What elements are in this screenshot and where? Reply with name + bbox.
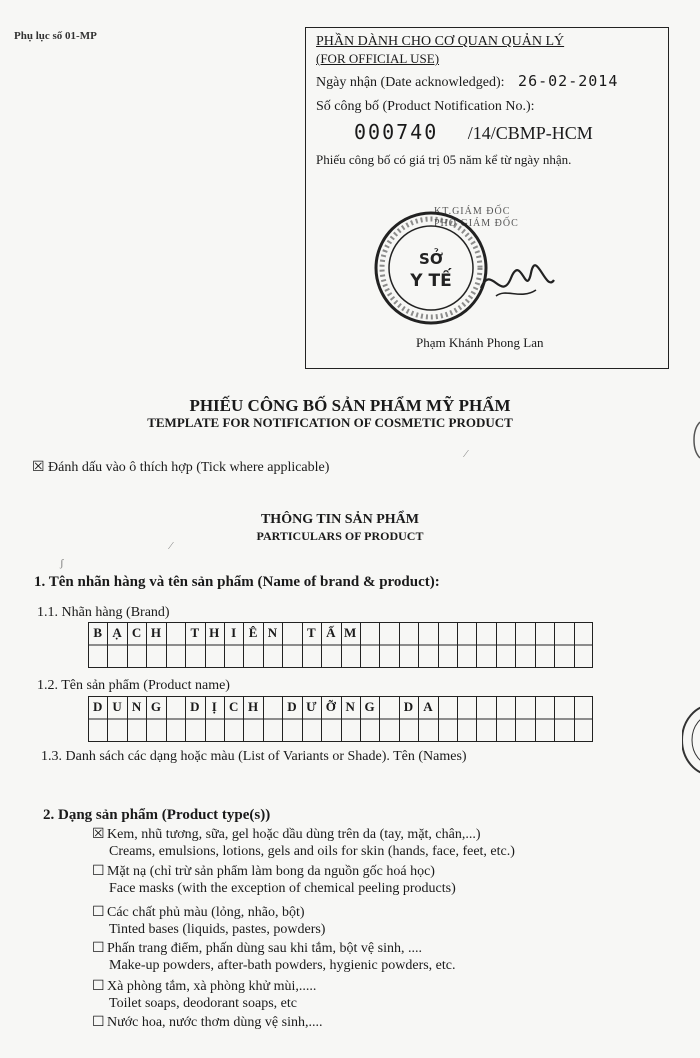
grid-letter: D	[93, 699, 103, 714]
option-label-vi: Mặt nạ (chỉ trừ sản phẩm làm bong da nguồn gốc hoá học)	[107, 864, 435, 879]
variants-label: 1.3. Danh sách các dạng hoặc màu (List of Variants or Shade). Tên (Names)	[41, 749, 467, 764]
form-title-en: TEMPLATE FOR NOTIFICATION OF COSMETIC PRODUCT	[147, 415, 513, 430]
grid-letter: D	[403, 699, 414, 714]
product-type-option[interactable]	[92, 863, 456, 897]
option-label-en: Tinted bases (liquids, pastes, powders)	[109, 922, 326, 937]
checkbox-icon[interactable]: ☐	[92, 905, 105, 920]
signer-name: Phạm Khánh Phong Lan	[416, 335, 544, 350]
section-title-en: PARTICULARS OF PRODUCT	[256, 529, 424, 543]
notification-label: Số công bố (Product Notification No.):	[316, 99, 535, 114]
option-label-en: Make-up powders, after-bath powders, hygienic powders, etc.	[109, 958, 456, 973]
form-title-vi: PHIẾU CÔNG BỐ SẢN PHẨM MỸ PHẨM	[189, 396, 511, 415]
option-label-vi: Phấn trang điểm, phấn dùng sau khi tắm, bột vệ sinh, ....	[107, 941, 422, 956]
grid-letter: G	[364, 699, 375, 714]
option-label-vi: Kem, nhũ tương, sữa, gel hoặc dầu dùng trên da (tay, mặt, chân,...)	[107, 827, 481, 842]
scan-speck: ʃ	[60, 557, 64, 569]
notification-number: 000740	[354, 120, 439, 144]
validity-note: Phiếu công bố có giá trị 05 năm kể từ ngày nhận.	[316, 152, 572, 167]
option-label-vi: Nước hoa, nước thơm dùng vệ sinh,....	[107, 1015, 323, 1030]
grid-letter: Ị	[211, 699, 217, 714]
product-letters	[88, 696, 593, 719]
option-label-en: Toilet soaps, deodorant soaps, etc	[109, 996, 297, 1011]
date-label: Ngày nhận (Date acknowledged):	[316, 75, 505, 90]
scan-speck: ⁄	[465, 448, 467, 460]
official-heading: PHẦN DÀNH CHO CƠ QUAN QUẢN LÝ	[316, 34, 565, 49]
grid-letter: N	[345, 699, 355, 714]
grid-letter: M	[344, 625, 357, 640]
checkbox-icon[interactable]: ☐	[92, 941, 105, 956]
grid-letter: G	[150, 699, 162, 714]
grid-letter: B	[93, 625, 103, 640]
product-type-option[interactable]	[92, 1014, 322, 1031]
edge-mark-icon	[688, 420, 700, 460]
product-type-option[interactable]	[92, 904, 325, 938]
official-subheading: (FOR OFFICIAL USE)	[316, 51, 440, 66]
signature-scribble-icon	[476, 258, 556, 308]
option-label-vi: Xà phòng tắm, xà phòng khử mùi,.....	[107, 979, 317, 994]
grid-letter: T	[307, 625, 316, 640]
checkbox-icon[interactable]: ☒	[92, 827, 105, 842]
product-type-option[interactable]	[92, 826, 515, 860]
checkbox-icon[interactable]: ☐	[92, 864, 105, 879]
option-label-en: Creams, emulsions, lotions, gels and oils for skin (hands, face, feet, etc.)	[109, 844, 515, 859]
brand-letter-grid[interactable]	[88, 622, 593, 668]
official-use-box	[305, 27, 669, 369]
product-letter-grid[interactable]	[88, 696, 593, 742]
grid-letter: C	[228, 699, 239, 714]
seal-text-1: SỞ	[419, 250, 443, 268]
edge-seal-fragment-icon	[682, 700, 700, 780]
grid-letter: H	[248, 699, 259, 714]
grid-letter: U	[112, 699, 122, 714]
grid-letter: Ư	[306, 699, 317, 714]
grid-letter: Ạ	[112, 625, 122, 640]
seal-text-2: Y TẾ	[410, 271, 452, 291]
product-type-option[interactable]	[92, 978, 316, 1012]
product-name-label: 1.2. Tên sản phẩm (Product name)	[37, 678, 230, 693]
grid-letter: D	[190, 699, 200, 714]
grid-letter: I	[231, 625, 237, 640]
official-seal-icon	[371, 208, 491, 328]
grid-letter: T	[190, 625, 200, 640]
grid-letter: D	[287, 699, 297, 714]
option-label-vi: Các chất phủ màu (lỏng, nhão, bột)	[107, 905, 305, 920]
date-row	[316, 72, 618, 91]
grid-letter: N	[131, 699, 142, 714]
grid-letter: N	[267, 625, 278, 640]
sign-title-line-2: PHÓ GIÁM ĐỐC	[434, 218, 519, 229]
product-type-option[interactable]	[92, 940, 456, 974]
grid-letter: H	[209, 625, 220, 640]
option-label-en: Face masks (with the exception of chemical peeling products)	[109, 881, 456, 896]
question-1-heading: 1. Tên nhãn hàng và tên sản phẩm (Name of brand & product):	[34, 574, 440, 590]
question-2-heading: 2. Dạng sản phẩm (Product type(s))	[43, 807, 271, 823]
tick-instruction: ☒ Đánh dấu vào ô thích hợp (Tick where applicable)	[32, 460, 330, 475]
sign-title-line-1: KT.GIÁM ĐỐC	[434, 206, 511, 217]
grid-letter: Ê	[248, 625, 258, 640]
notification-number-row	[354, 120, 593, 144]
grid-letter: Ỡ	[325, 699, 336, 714]
scan-speck: ⁄	[170, 540, 172, 552]
grid-letter: Ấ	[326, 625, 336, 640]
checkbox-icon[interactable]: ☐	[92, 1015, 105, 1030]
grid-letter: C	[131, 625, 142, 640]
section-title-vi: THÔNG TIN SẢN PHẨM	[260, 512, 420, 527]
brand-letters	[88, 622, 593, 645]
date-value: 26-02-2014	[518, 72, 619, 90]
grid-letter: A	[423, 699, 433, 714]
grid-letter: H	[150, 625, 162, 640]
checkbox-icon[interactable]: ☐	[92, 979, 105, 994]
appendix-label: Phụ lục số 01-MP	[14, 30, 97, 42]
brand-label: 1.1. Nhãn hàng (Brand)	[37, 605, 170, 620]
notification-suffix: /14/CBMP-HCM	[467, 123, 593, 143]
